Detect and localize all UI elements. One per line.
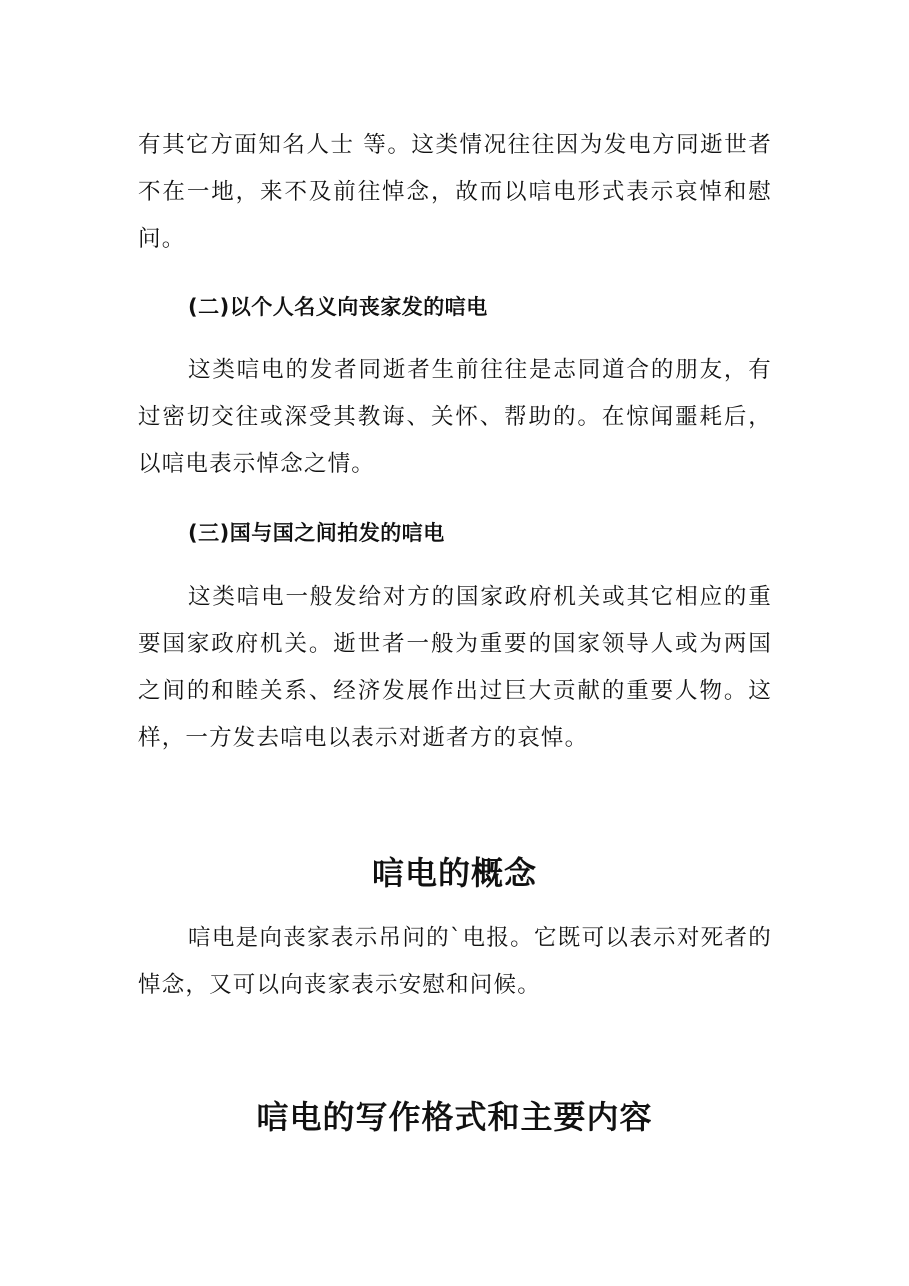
section-title-format: 唁电的写作格式和主要内容 bbox=[256, 1098, 653, 1136]
paragraph-continuation: 有其它方面知名人士 等。这类情况往往因为发电方同逝世者不在一地，来不及前往悼念，故而以唁电形式表示哀悼和慰问。 bbox=[138, 132, 772, 252]
subheading-personal-condolence: (二)以个人名义向丧家发的唁电 bbox=[188, 295, 488, 319]
subheading-international-condolence: (三)国与国之间拍发的唁电 bbox=[188, 521, 445, 545]
paragraph-international-condolence: 这类唁电一般发给对方的国家政府机关或其它相应的重要国家政府机关。逝世者一般为重要的国家领导人或为两国之间的和睦关系、经济发展作出过巨大贡献的重要人物。这样，一方发去唁电以表示对逝者方的哀悼。 bbox=[138, 584, 772, 751]
paragraph-personal-condolence: 这类唁电的发者同逝者生前往往是志同道合的朋友，有过密切交往或深受其教诲、关怀、帮助的。在惊闻噩耗后，以唁电表示悼念之情。 bbox=[138, 357, 772, 477]
paragraph-concept: 唁电是向丧家表示吊问的`电报。它既可以表示对死者的悼念，又可以向丧家表示安慰和问候。 bbox=[138, 925, 772, 998]
section-title-concept: 唁电的概念 bbox=[371, 854, 537, 892]
